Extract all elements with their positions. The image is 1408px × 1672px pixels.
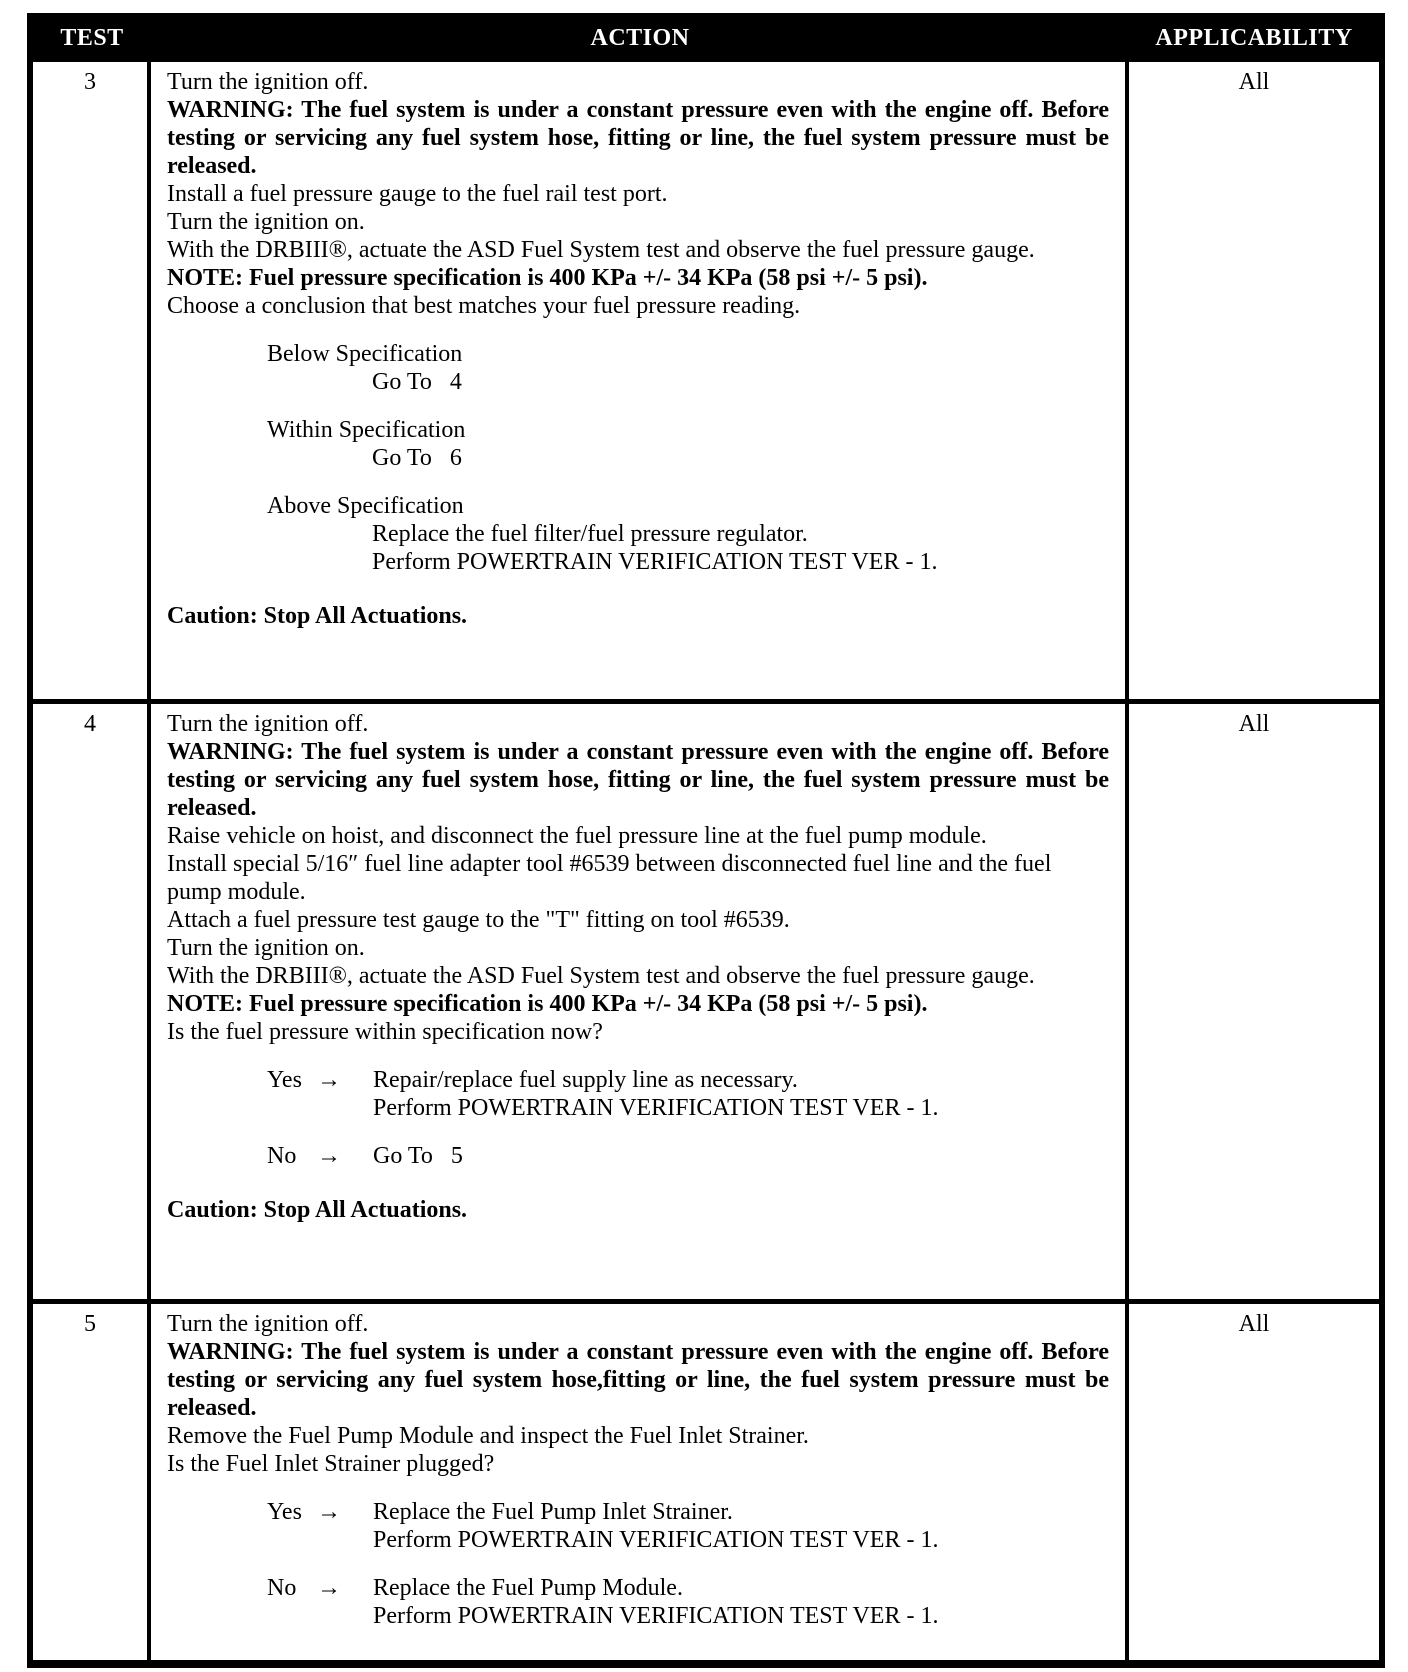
note-text: NOTE: Fuel pressure specification is 400 KPa +/- 34 KPa (58 psi +/- 5 psi). xyxy=(167,265,928,291)
repair-action: Replace the Fuel Pump Inlet Strainer. xyxy=(373,1499,733,1525)
action-step: Raise vehicle on hoist, and disconnect the fuel pressure line at the fuel pump module. xyxy=(167,823,987,849)
action-step: With the DRBIII®, actuate the ASD Fuel System test and observe the fuel pressure gauge. xyxy=(167,963,1035,989)
conclusion-results xyxy=(373,1066,1109,1122)
table-row-test-4 xyxy=(33,699,1379,1299)
goto-reference: Go To 6 xyxy=(372,445,462,471)
conclusion-results xyxy=(372,444,1109,472)
action-step: With the DRBIII®, actuate the ASD Fuel System test and observe the fuel pressure gauge. xyxy=(167,237,1035,263)
arrow-icon: → xyxy=(317,1499,341,1525)
arrow-icon: → xyxy=(317,1067,341,1093)
test-number: 4 xyxy=(33,704,151,1299)
action-step: Install special 5/16″ fuel line adapter tool #6539 between disconnected fuel line and the fuel pump module. xyxy=(167,851,1052,905)
goto-reference: Go To 4 xyxy=(372,369,462,395)
applicability-value: All xyxy=(1238,1311,1270,1337)
conclusion-results xyxy=(373,1498,1109,1554)
verification-test-reference: Perform POWERTRAIN VERIFICATION TEST VER - 1. xyxy=(373,1095,939,1121)
conclusion-label: Yes xyxy=(267,1499,302,1525)
conclusion-label: Within Specification xyxy=(267,417,466,443)
arrow-icon: → xyxy=(317,1575,341,1601)
test-number: 3 xyxy=(33,62,151,699)
conclusion-label: No xyxy=(267,1143,297,1169)
warning-text: WARNING: The fuel system is under a constant pressure even with the engine off. Before testing or servicing any fuel system hose, fitting or line, the fuel system pressure must be released. xyxy=(167,97,1109,179)
question-text: Is the fuel pressure within specification now? xyxy=(167,1019,603,1045)
column-header-action: ACTION xyxy=(590,25,690,51)
conclusion-label: Above Specification xyxy=(267,493,464,519)
action-step: Turn the ignition off. xyxy=(167,1311,369,1337)
conclusion-results xyxy=(372,520,1109,576)
action-step: Choose a conclusion that best matches your fuel pressure reading. xyxy=(167,293,801,319)
applicability-value: All xyxy=(1238,69,1270,95)
table-row-test-3 xyxy=(33,57,1379,699)
conclusion-label: No xyxy=(267,1575,297,1601)
conclusion-no xyxy=(267,1142,1109,1170)
action-step: Turn the ignition off. xyxy=(167,711,369,737)
conclusion-within-specification xyxy=(267,416,1109,472)
diagnostic-test-table xyxy=(27,13,1385,1668)
repair-action: Repair/replace fuel supply line as necessary. xyxy=(373,1067,798,1093)
verification-test-reference: Perform POWERTRAIN VERIFICATION TEST VER - 1. xyxy=(373,1527,939,1553)
question-text: Is the Fuel Inlet Strainer plugged? xyxy=(167,1451,495,1477)
action-step: Turn the ignition on. xyxy=(167,935,365,961)
action-step: Turn the ignition on. xyxy=(167,209,365,235)
caution-text: Caution: Stop All Actuations. xyxy=(167,603,468,629)
conclusion-results xyxy=(373,1142,1109,1170)
action-cell xyxy=(151,704,1129,1299)
table-header-row xyxy=(33,19,1379,57)
conclusion-yes xyxy=(267,1498,1109,1554)
warning-text: WARNING: The fuel system is under a constant pressure even with the engine off. Before testing or servicing any fuel system hose,fitting or line, the fuel system pressure must be released. xyxy=(167,1339,1109,1421)
repair-action: Replace the fuel filter/fuel pressure regulator. xyxy=(372,521,808,547)
verification-test-reference: Perform POWERTRAIN VERIFICATION TEST VER - 1. xyxy=(372,549,938,575)
table-row-test-5 xyxy=(33,1299,1379,1660)
conclusion-no xyxy=(267,1574,1109,1630)
conclusion-below-specification xyxy=(267,340,1109,396)
repair-action: Replace the Fuel Pump Module. xyxy=(373,1575,683,1601)
conclusion-label: Yes xyxy=(267,1067,302,1093)
conclusion-results xyxy=(372,368,1109,396)
arrow-icon: → xyxy=(317,1143,341,1169)
action-step: Attach a fuel pressure test gauge to the "T" fitting on tool #6539. xyxy=(167,907,790,933)
column-header-test: TEST xyxy=(60,25,124,51)
action-step: Remove the Fuel Pump Module and inspect the Fuel Inlet Strainer. xyxy=(167,1423,809,1449)
action-cell xyxy=(151,1304,1129,1660)
applicability-value: All xyxy=(1238,711,1270,737)
verification-test-reference: Perform POWERTRAIN VERIFICATION TEST VER - 1. xyxy=(373,1603,939,1629)
conclusion-yes xyxy=(267,1066,1109,1122)
action-cell xyxy=(151,62,1129,699)
test-number: 5 xyxy=(33,1304,151,1660)
goto-reference: Go To 5 xyxy=(373,1143,463,1169)
conclusion-above-specification xyxy=(267,492,1109,576)
action-step: Turn the ignition off. xyxy=(167,69,369,95)
conclusion-label: Below Specification xyxy=(267,341,463,367)
action-step: Install a fuel pressure gauge to the fuel rail test port. xyxy=(167,181,668,207)
caution-text: Caution: Stop All Actuations. xyxy=(167,1197,468,1223)
warning-text: WARNING: The fuel system is under a constant pressure even with the engine off. Before testing or servicing any fuel system hose, fitting or line, the fuel system pressure must be released. xyxy=(167,739,1109,821)
column-header-applicability: APPLICABILITY xyxy=(1155,25,1353,51)
conclusion-results xyxy=(373,1574,1109,1630)
note-text: NOTE: Fuel pressure specification is 400 KPa +/- 34 KPa (58 psi +/- 5 psi). xyxy=(167,991,928,1017)
